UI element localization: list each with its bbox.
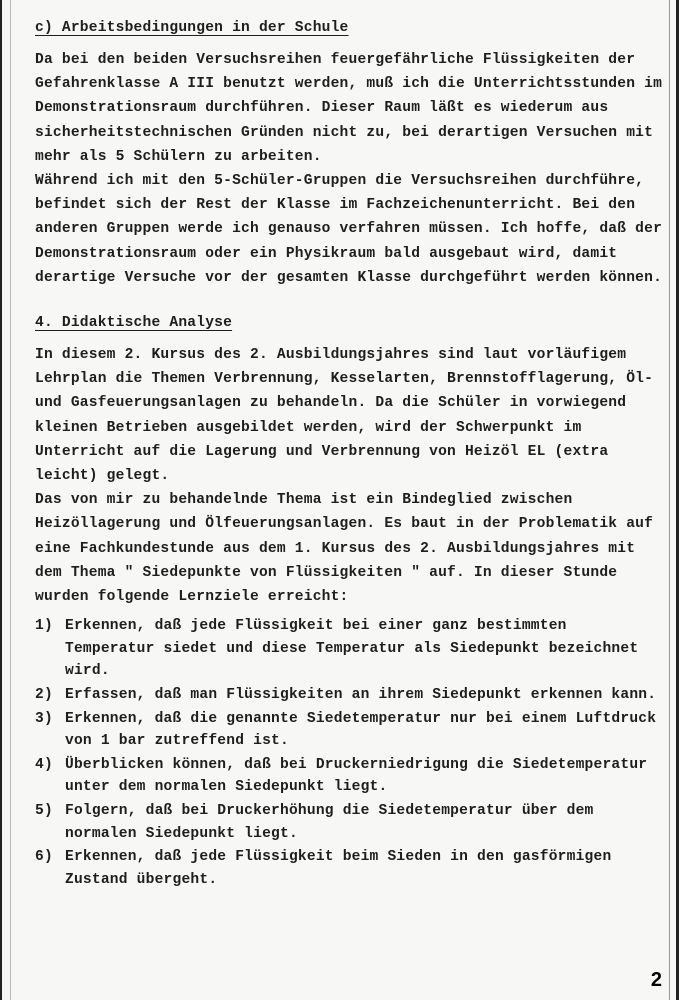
goal-text: Folgern, daß bei Druckerhöhung die Siedetemperatur über dem normalen Siedepunkt liegt.	[65, 803, 594, 842]
section-4-paragraph-2: Das von mir zu behandelnde Thema ist ein Bindeglied zwischen Heizöllagerung und Ölfeuerungsanlagen. Es baut in der Problematik auf eine Fachkundestunde aus dem 1. Kursus des 2. Ausbildungsjahres mit dem Thema " Siedepunkte von Flüssigkeiten " auf. In dieser Stunde wurden folgende Lernziele erreicht:	[35, 492, 654, 606]
goal-text: Überblicken können, daß bei Druckerniedrigung die Siedetemperatur unter dem normalen Siedepunkt liegt.	[65, 756, 648, 796]
section-4-paragraph-1: In diesem 2. Kursus des 2. Ausbildungsjahres sind laut vorläufigem Lehrplan die Themen Verbrennung, Kesselarten, Brennstofflagerung, Öl- und Gasfeuerungsanlagen zu behandeln. Da die Schüler in vorwiegend kleinen Betrieben ausgebildet werden, wird der Schwerpunkt im Unterricht auf die Lagerung und Verbrennung von Heizöl EL (extra leicht) gelegt.	[35, 347, 654, 485]
learning-goals-list	[35, 615, 665, 891]
goal-number: 3)	[35, 710, 53, 727]
scan-edge-right	[669, 0, 670, 1000]
scan-edge-left	[10, 0, 11, 1000]
list-item	[35, 708, 665, 753]
goal-text: Erkennen, daß jede Flüssigkeit bei einer ganz bestimmten Temperatur siedet und diese Temperatur als Siedepunkt bezeichnet wird.	[65, 618, 639, 680]
page-content	[35, 15, 665, 892]
list-item	[35, 800, 665, 845]
goal-number: 6)	[35, 849, 53, 866]
goal-text: Erfassen, daß man Flüssigkeiten an ihrem Siedepunkt erkennen kann.	[65, 687, 657, 704]
section-c-heading: c) Arbeitsbedingungen in der Schule	[35, 20, 349, 36]
goal-number: 2)	[35, 687, 53, 704]
goal-number: 4)	[35, 756, 53, 773]
section-c-paragraph-1: Da bei den beiden Versuchsreihen feuergefährliche Flüssigkeiten der Gefahrenklasse A III benutzt werden, muß ich die Unterrichtsstunden im Demonstrationsraum durchführen. Dieser Raum läßt es wiederum aus sicherheitstechnischen Gründen nicht zu, bei derartigen Versuchen mit mehr als 5 Schülern zu arbeiten.	[35, 52, 663, 165]
list-item	[35, 684, 665, 707]
goal-number: 5)	[35, 803, 53, 820]
section-4-heading: 4. Didaktische Analyse	[35, 315, 233, 332]
section-c-paragraph-2: Während ich mit den 5-Schüler-Gruppen die Versuchsreihen durchführe, befindet sich der Rest der Klasse im Fachzeichenunterricht. Bei den anderen Gruppen werde ich genauso verfahren müssen. Ich hoffe, daß der Demonstrationsraum oder ein Physikraum bald ausgebaut wird, damit derartige Versuche vor der gesamten Klasse durchgeführt werden können.	[35, 173, 663, 286]
goal-text: Erkennen, daß die genannte Siedetemperatur nur bei einem Luftdruck von 1 bar zutreffend ist.	[65, 710, 657, 750]
list-item	[35, 754, 665, 799]
list-item	[35, 615, 665, 683]
list-item	[35, 846, 665, 891]
page-number: 2	[650, 969, 662, 991]
goal-number: 1)	[35, 618, 53, 635]
goal-text: Erkennen, daß jede Flüssigkeit beim Sieden in den gasförmigen Zustand übergeht.	[65, 849, 612, 888]
